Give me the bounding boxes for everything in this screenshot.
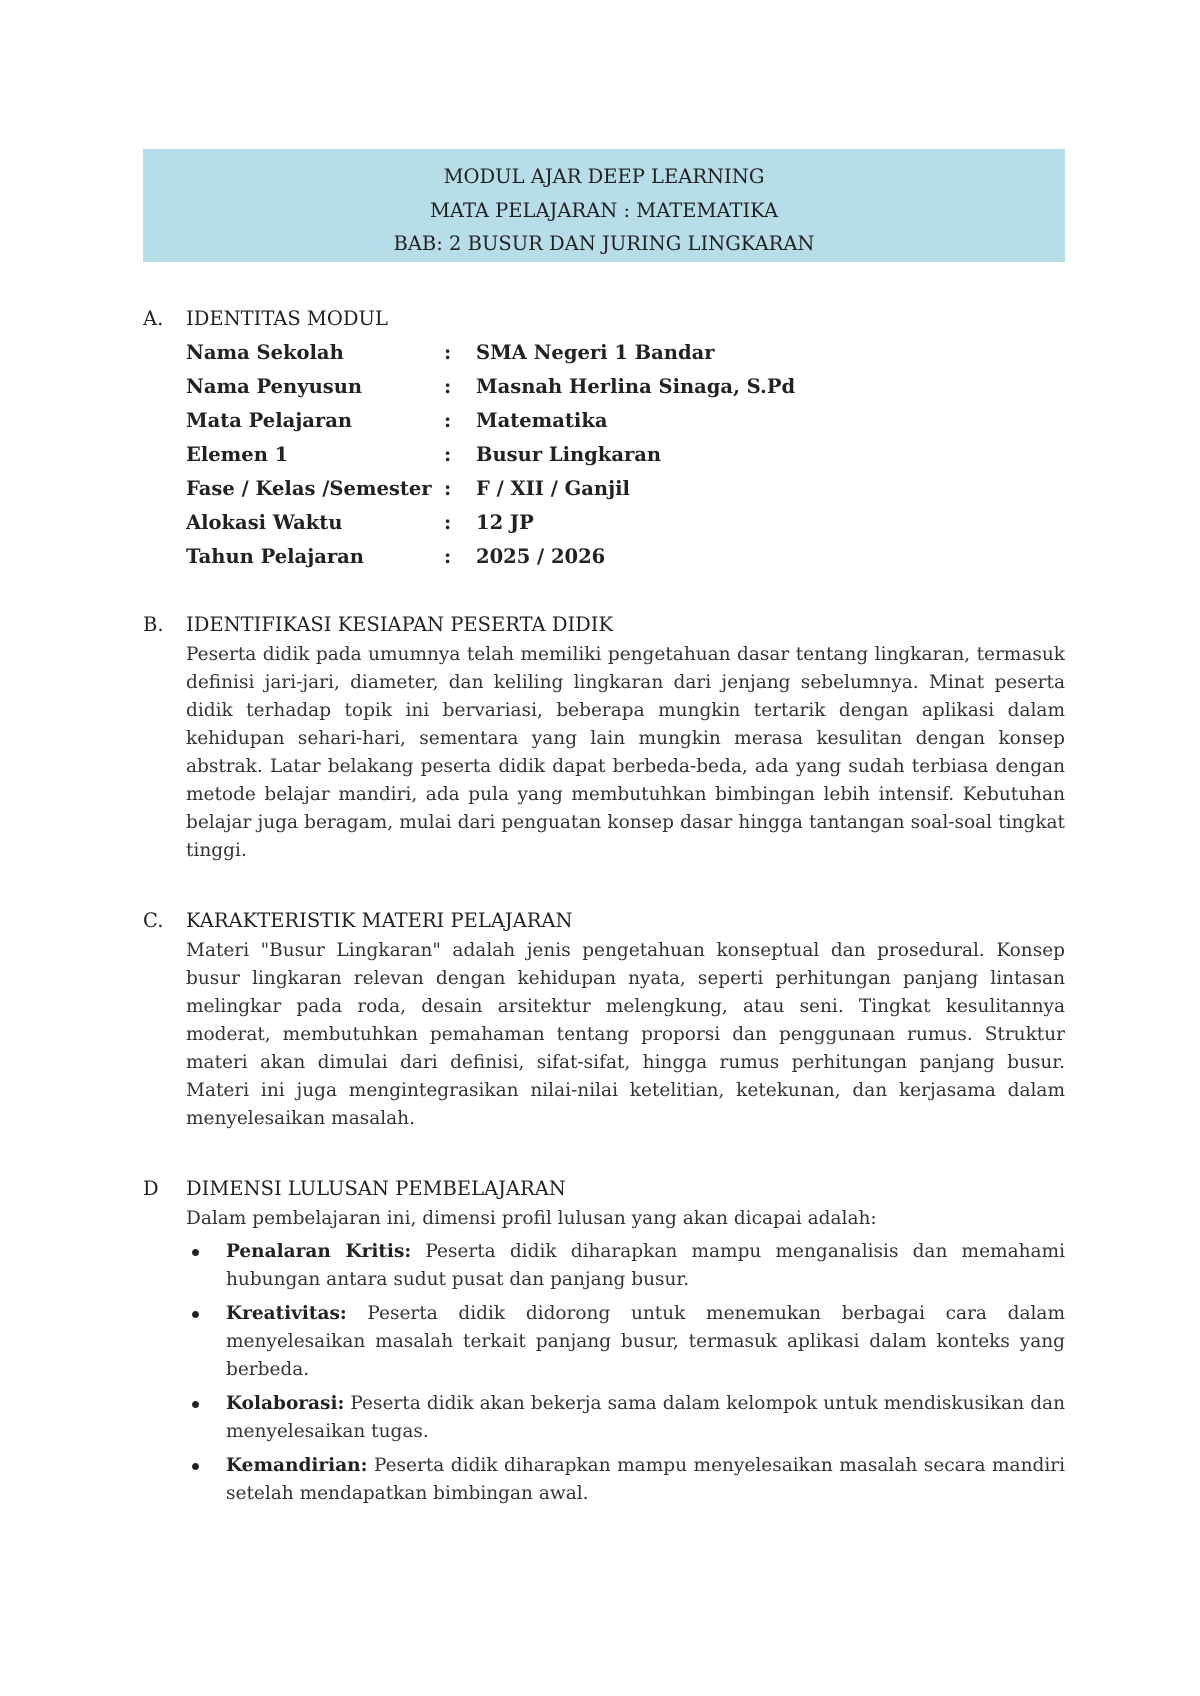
identity-colon: : xyxy=(444,409,452,432)
identity-colon: : xyxy=(444,545,452,568)
list-item xyxy=(186,1300,1065,1384)
identity-colon: : xyxy=(444,341,452,364)
identity-value: SMA Negeri 1 Bandar xyxy=(476,341,715,364)
section-letter: B. xyxy=(143,613,164,636)
section-title: IDENTIFIKASI KESIAPAN PESERTA DIDIK xyxy=(186,613,614,636)
identity-label: Alokasi Waktu xyxy=(186,511,343,534)
identity-value: F / XII / Ganjil xyxy=(476,477,630,500)
identity-label: Nama Sekolah xyxy=(186,341,344,364)
identity-colon: : xyxy=(444,511,452,534)
dimension-text: Peserta didik akan bekerja sama dalam kelompok untuk mendiskusikan dan menyelesaikan tugas. xyxy=(226,1393,1065,1442)
title-banner xyxy=(143,149,1065,262)
list-item xyxy=(186,1452,1065,1508)
section-intro: Dalam pembelajaran ini, dimensi profil lulusan yang akan dicapai adalah: xyxy=(186,1208,877,1229)
title-line-1: MODUL AJAR DEEP LEARNING xyxy=(443,165,765,188)
list-item xyxy=(186,1390,1065,1446)
dimension-term: Kemandirian: xyxy=(226,1455,368,1476)
identity-colon: : xyxy=(444,375,452,398)
list-item xyxy=(186,1238,1065,1294)
title-line-3: BAB: 2 BUSUR DAN JURING LINGKARAN xyxy=(393,232,815,255)
dimension-text: Peserta didik diharapkan mampu menganalisis dan memahami hubungan antara sudut pusat dan panjang busur. xyxy=(226,1241,1065,1290)
section-body: Peserta didik pada umumnya telah memiliki pengetahuan dasar tentang lingkaran, termasuk definisi jari-jari, diameter, dan keliling lingkaran dari jenjang sebelumnya. Minat peserta didik terhadap topik ini bervariasi, beberapa mungkin tertarik dengan aplikasi dalam kehidupan sehari-hari, sementara yang lain mungkin merasa kesulitan dengan konsep abstrak. Latar belakang peserta didik dapat berbeda-beda, ada yang sudah terbiasa dengan metode belajar mandiri, ada pula yang membutuhkan bimbingan lebih intensif. Kebutuhan belajar juga beragam, mulai dari penguatan konsep dasar hingga tantangan soal-soal tingkat tinggi. xyxy=(186,644,1065,861)
section-title: KARAKTERISTIK MATERI PELAJARAN xyxy=(186,909,573,932)
section-title: DIMENSI LULUSAN PEMBELAJARAN xyxy=(186,1177,566,1200)
section-karakteristik-materi xyxy=(143,907,1065,1129)
section-body: Materi "Busur Lingkaran" adalah jenis pengetahuan konseptual dan prosedural. Konsep busur lingkaran relevan dengan kehidupan nyata, seperti perhitungan panjang lintasan melingkar pada roda, desain arsitektur melengkung, atau seni. Tingkat kesulitannya moderat, membutuhkan pemahaman tentang proporsi dan penggunaan rumus. Struktur materi akan dimulai dari definisi, sifat-sifat, hingga rumus perhitungan panjang busur. Materi ini juga mengintegrasikan nilai-nilai ketelitian, ketekunan, dan kerjasama dalam menyelesaikan masalah. xyxy=(186,940,1065,1129)
bullet-icon xyxy=(192,1401,199,1408)
section-letter: D xyxy=(143,1177,159,1200)
identity-value: 12 JP xyxy=(476,511,534,534)
identity-label: Nama Penyusun xyxy=(186,375,363,398)
section-identitas-modul xyxy=(143,305,1065,568)
identity-label: Tahun Pelajaran xyxy=(186,545,364,568)
title-line-2: MATA PELAJARAN : MATEMATIKA xyxy=(429,198,779,222)
section-heading xyxy=(143,1175,1065,1203)
section-heading xyxy=(143,305,1065,333)
section-letter: C. xyxy=(143,909,164,932)
identity-value: Busur Lingkaran xyxy=(476,443,662,466)
identity-value: Masnah Herlina Sinaga, S.Pd xyxy=(476,375,796,398)
bullet-icon xyxy=(192,1463,199,1470)
dimension-text: Peserta didik didorong untuk menemukan berbagai cara dalam menyelesaikan masalah terkait panjang busur, termasuk aplikasi dalam konteks yang berbeda. xyxy=(226,1303,1065,1380)
dimension-term: Penalaran Kritis: xyxy=(226,1241,412,1262)
section-letter: A. xyxy=(143,307,164,330)
section-title: IDENTITAS MODUL xyxy=(186,307,388,330)
bullet-icon xyxy=(192,1311,199,1318)
dimension-list xyxy=(186,1238,1065,1514)
dimension-term: Kolaborasi: xyxy=(226,1393,345,1414)
identity-label: Fase / Kelas /Semester xyxy=(186,477,432,500)
identity-value: Matematika xyxy=(476,409,608,432)
identity-value: 2025 / 2026 xyxy=(476,545,606,568)
section-identifikasi-kesiapan xyxy=(143,611,1065,861)
identity-colon: : xyxy=(444,477,452,500)
section-heading xyxy=(143,907,1065,935)
dimension-text: Peserta didik diharapkan mampu menyelesaikan masalah secara mandiri setelah mendapatkan bimbingan awal. xyxy=(226,1455,1065,1504)
dimension-term: Kreativitas: xyxy=(226,1303,347,1324)
identity-label: Mata Pelajaran xyxy=(186,409,353,432)
identity-colon: : xyxy=(444,443,452,466)
identity-label: Elemen 1 xyxy=(186,443,289,466)
section-dimensi-lulusan xyxy=(143,1175,1065,1504)
bullet-icon xyxy=(192,1249,199,1256)
section-heading xyxy=(143,611,1065,639)
